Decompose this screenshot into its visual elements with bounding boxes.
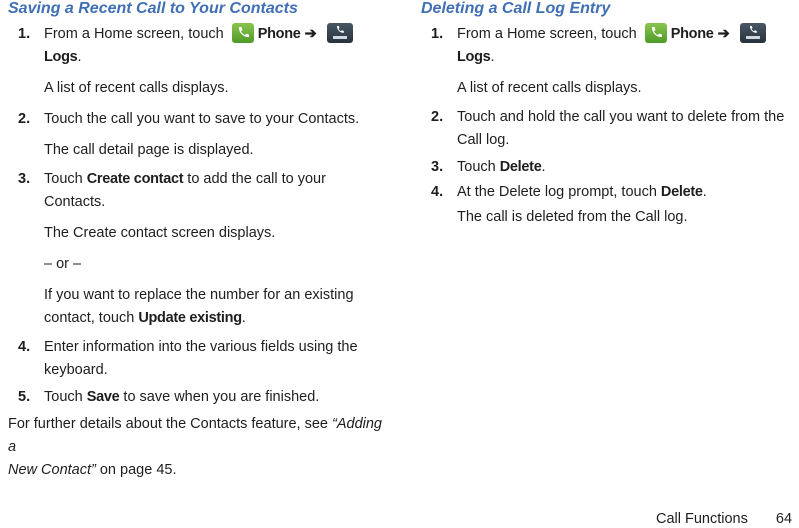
delete-label: Delete (660, 184, 703, 200)
phone-icon (232, 23, 254, 43)
phone-label: Phone (257, 26, 301, 42)
further-details-note: For further details about the Contacts feature, see “Adding a New Contact” on page 45. (8, 416, 382, 478)
section-heading-deleting: Deleting a Call Log Entry (421, 0, 611, 17)
cross-reference-link: New Contact” (8, 462, 96, 478)
step-3: 3. Touch Create contact to add the call to your Contacts. (18, 171, 326, 210)
step-5: 5. Touch Save to save when you are finished. (18, 389, 320, 405)
logs-icon (740, 23, 766, 43)
step-1: 1. From a Home screen, touch Phone ➔ Logs. (8, 23, 383, 69)
update-existing-label: Update existing (138, 310, 242, 326)
save-label: Save (86, 389, 120, 405)
page-number: 64 (775, 511, 793, 527)
step-2: 2. Touch the call you want to save to your Contacts. (18, 111, 360, 127)
left-column: Saving a Recent Call to Your Contacts 1. From a Home screen, touch Phone ➔ Logs. A list of recent calls displays. 2. Touch the call you want to save to your Contacts. The call detail page is displayed. 3. Touch Create contact to add the call to your Contacts. The Create contact screen displays. – or – If you want to replace the number for an existing contact, touch Update existing. 4. Enter information into the various fields using the keyboard. 5. Touch Save to save when you are finished. For further details about the Contacts feature, see “Adding a New Contact” on page 45. (8, 0, 383, 482)
footer-section-title: Call Functions (656, 511, 748, 527)
create-contact-label: Create contact (86, 171, 184, 187)
or-separator: – or – (44, 256, 82, 272)
logs-label: Logs (457, 49, 491, 65)
phone-label: Phone (670, 26, 714, 42)
page-footer (656, 510, 792, 528)
section-heading-saving: Saving a Recent Call to Your Contacts (8, 0, 298, 17)
step-4: 4. Enter information into the various fields using the (18, 339, 358, 355)
step-4: 4. At the Delete log prompt, touch Delete. (431, 184, 707, 200)
logs-icon (327, 23, 353, 43)
logs-label: Logs (44, 49, 78, 65)
delete-label: Delete (499, 159, 542, 175)
phone-icon (645, 23, 667, 43)
arrow-icon: ➔ (717, 26, 730, 42)
step-3: 3. Touch Delete. (431, 159, 546, 175)
arrow-icon: ➔ (304, 26, 317, 42)
step-2: 2. Touch and hold the call you want to delete from the (431, 109, 785, 125)
right-column: Deleting a Call Log Entry 1. From a Home screen, touch Phone ➔ Logs. A list of recent calls displays. 2. Touch and hold the call you want to delete from the Call log. 3. Touch Delete. 4. At the Delete log prompt, touch Delete. The call is deleted from the Call log. (421, 0, 797, 229)
step-1: 1. From a Home screen, touch Phone ➔ Logs. (421, 23, 797, 69)
